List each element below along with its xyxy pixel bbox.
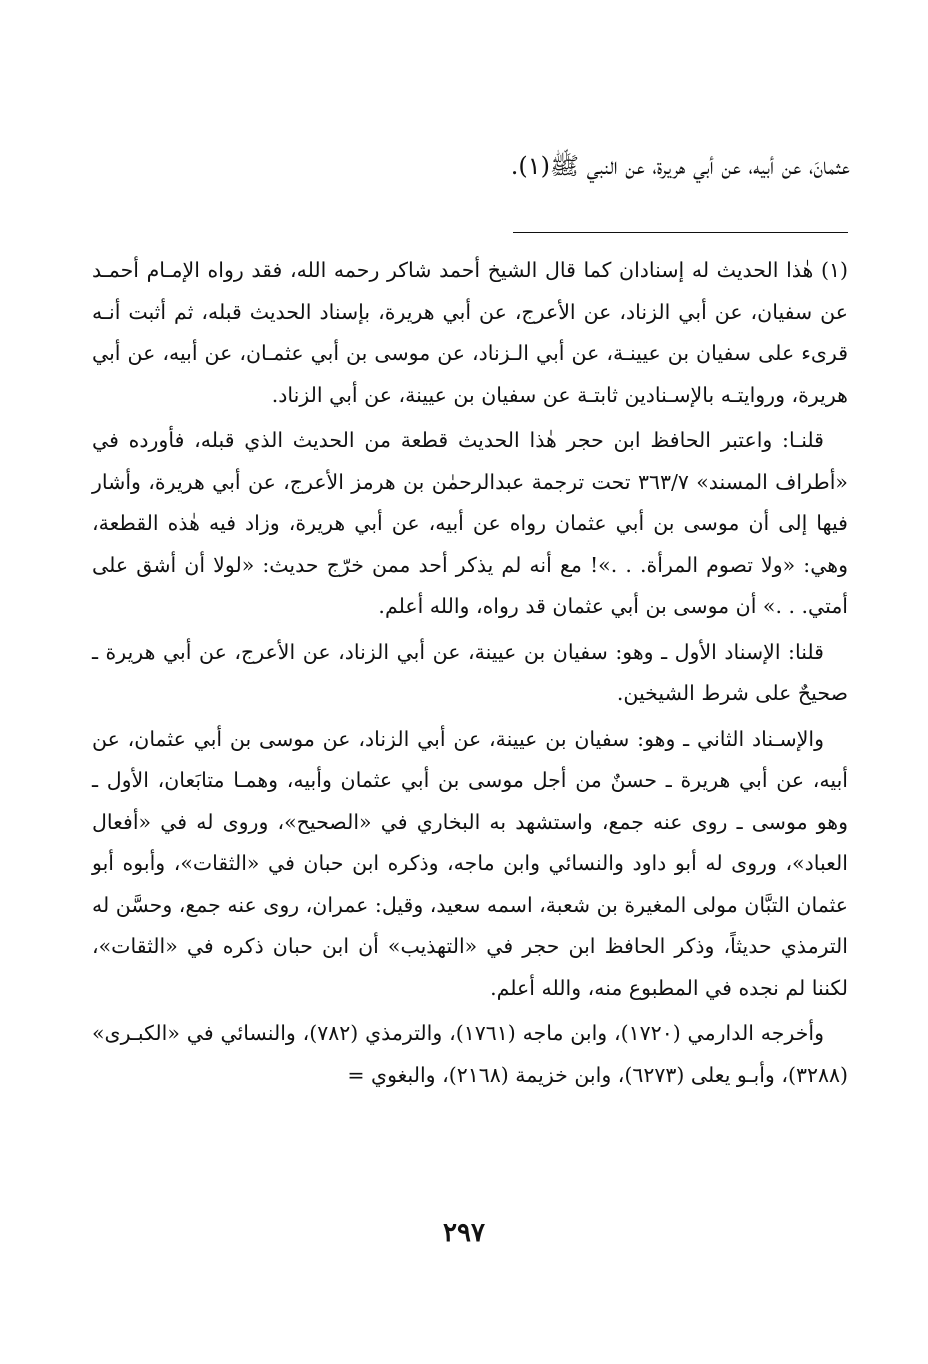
footnote-paragraph: والإسـناد الثاني ـ وهو: سفيان بن عيينة، عن أبي الزناد، عن موسى بن أبي عثمان، عن أبيه، عن أبي هريرة ـ حسنٌ من أجل موسى بن أبي عثمان وأبيه، وهمـا متابَعان، الأول ـ وهو موسى ـ روى عنه جمع، واستشهد به البخاري في «الصحيح»، وروى له في «أفعال العباد»، وروى له أبو داود والنسائي وابن ماجه، وذكره ابن حبان في «الثقات»، وأبوه أبو عثمان التبَّان مولى المغيرة بن شعبة، اسمه سعيد، وقيل: عمران، روى عنه جمع، وحسَّن له الترمذي حديثاً، وذكر الحافظ ابن حجر في «التهذيب» أن ابن حبان ذكره في «الثقات»، لكننا لم نجده في المطبوع منه، والله أعلم.: [92, 726, 848, 1000]
footnotes-section: [92, 250, 848, 1100]
footnote-paragraph: (١) هٰذا الحديث له إسنادان كما قال الشيخ أحمد شاكر رحمه الله، فقد رواه الإمـام أحمـد عن سفيان، عن أبي الزناد، عن الأعرج، عن أبي هريرة، بإسناد الحديث قبله، ثم أثبت أنـه قرىء على سفيان بن عيينـة، عن أبي الـزناد، عن موسى بن أبي عثمـان، عن أبيه، عن أبي هريرة، وروايتـه بالإسـنادين ثابتـة عن سفيان بن عيينة، عن أبي الزناد.: [92, 258, 848, 407]
main-text: عثمانَ، عن أبيه، عن أبي هريرة، عن النبي ﷺ(١).: [510, 152, 850, 180]
footnote-paragraph: قلنـا: واعتبر الحافظ ابن حجر هٰذا الحديث قطعة من الحديث الذي قبله، فأورده في «أطراف المسند» ٣٦٣/٧ تحت ترجمة عبدالرحمٰن بن هرمز الأعرج، عن أبي هريرة، وأشار فيها إلى أن موسى بن أبي عثمان رواه عن أبيه، عن أبي هريرة، وزاد فيه هٰذه القطعة، وهي: «ولا تصوم المرأة. . .»! مع أنه لم يذكر أحد ممن خرّج حديث: «لولا أن أشق على أمتي. . .» أن موسى بن أبي عثمان قد رواه، والله أعلم.: [92, 428, 848, 618]
footnote-paragraph: قلنا: الإسناد الأول ـ وهو: سفيان بن عيينة، عن أبي الزناد، عن الأعرج، عن أبي هريرة ـ صحيحٌ على شرط الشيخين.: [92, 639, 848, 705]
footnote-paragraph: وأخرجه الدارمي (١٧٢٠)، وابن ماجه (١٧٦١)، والترمذي (٧٨٢)، والنسائي في «الكبـرى» (٣٢٨٨)، وأبـو يعلى (٦٢٧٣)، وابن خزيمة (٢١٦٨)، والبغوي =: [92, 1021, 848, 1087]
page-number: ٢٩٧: [443, 1218, 485, 1248]
footnote-divider: [513, 232, 848, 233]
